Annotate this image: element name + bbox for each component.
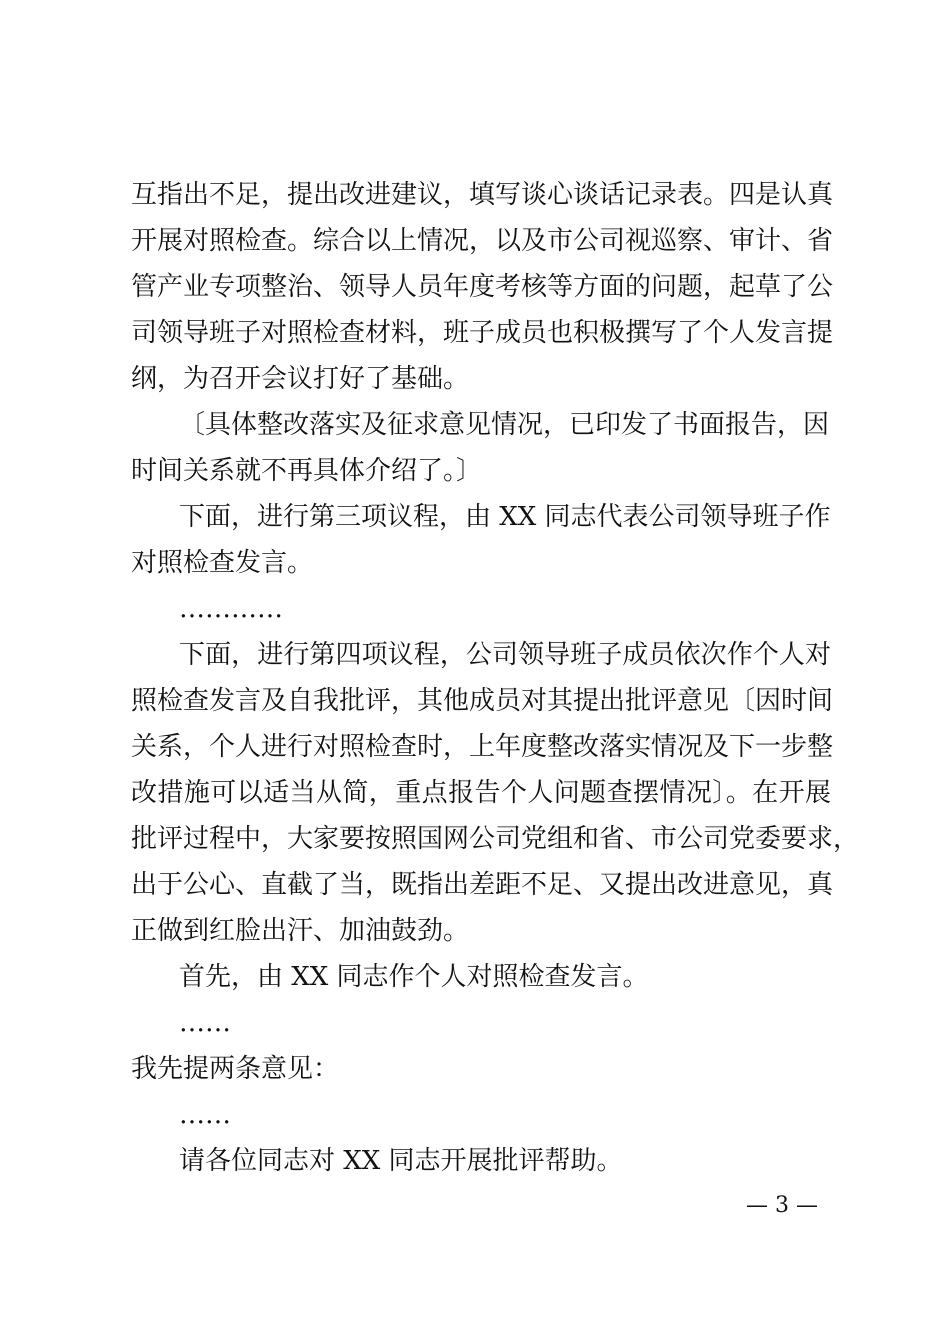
text-line: 出于公心、直截了当，既指出差距不足、又提出改进意见，真 (131, 870, 834, 900)
text-line: 管产业专项整治、领导人员年度考核等方面的问题，起草了公 (131, 272, 834, 302)
text-line: 我先提两条意见： (131, 1054, 340, 1084)
page-number: — 3 — (746, 1193, 818, 1218)
ellipsis-line: …… (179, 1008, 231, 1038)
text-line: 〔具体整改落实及征求意见情况，已印发了书面报告，因 (179, 410, 830, 440)
text-line: 互指出不足，提出改进建议，填写谈心谈话记录表。四是认真 (131, 180, 834, 210)
text-line: 关系，个人进行对照检查时，上年度整改落实情况及下一步整 (131, 732, 834, 762)
text-line: 正做到红脸出汗、加油鼓劲。 (131, 916, 470, 946)
text-line: 时间关系就不再具体介绍了。〕 (131, 456, 483, 486)
text-line: 改措施可以适当从简，重点报告个人问题查摆情况〕。在开展 (131, 778, 831, 808)
ellipsis-line: …… (179, 1100, 231, 1130)
text-line: 首先，由 XX 同志作个人对照检查发言。 (179, 962, 649, 992)
text-line: 开展对照检查。综合以上情况，以及市公司视巡察、审计、省 (131, 226, 834, 256)
text-line: 对照检查发言。 (131, 548, 314, 578)
text-line: 请各位同志对 XX 同志开展批评帮助。 (179, 1146, 623, 1176)
text-line: 纲，为召开会议打好了基础。 (131, 364, 470, 394)
ellipsis-line: ………… (179, 594, 283, 624)
text-line: 批评过程中，大家要按照国网公司党组和省、市公司党委要求， (131, 824, 860, 854)
text-line: 下面，进行第三项议程，由 XX 同志代表公司领导班子作 (179, 502, 831, 532)
text-line: 司领导班子对照检查材料，班子成员也积极撰写了个人发言提 (131, 318, 834, 348)
text-line: 照检查发言及自我批评，其他成员对其提出批评意见〔因时间 (131, 686, 834, 716)
text-line: 下面，进行第四项议程，公司领导班子成员依次作个人对 (179, 640, 831, 670)
